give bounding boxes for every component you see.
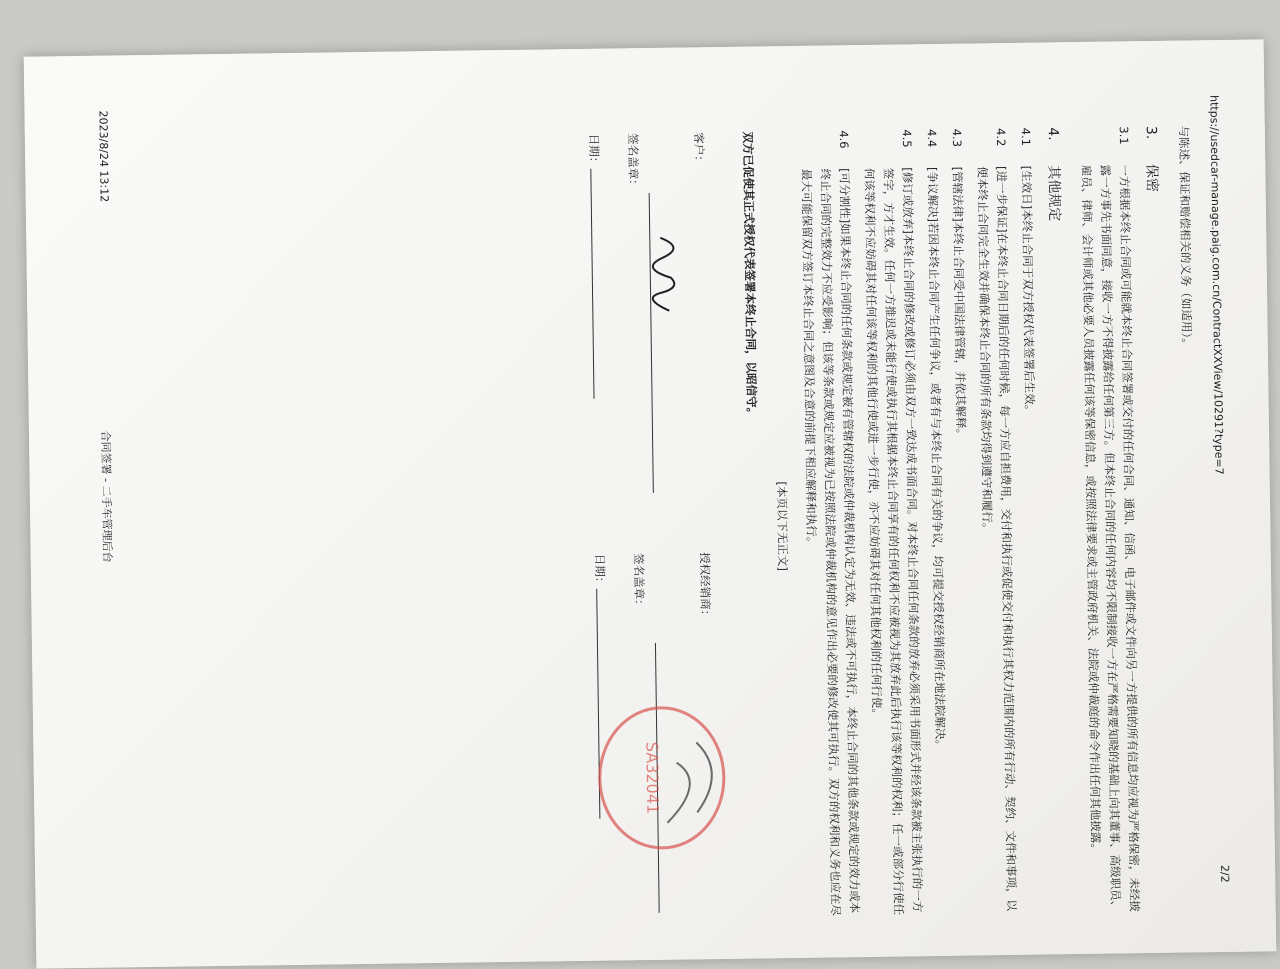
- customer-signature: [584, 132, 713, 494]
- rotated-page: [64, 85, 1256, 941]
- signature-block: [518, 132, 719, 925]
- customer-date: 日期：: [584, 134, 608, 494]
- print-page-number: 2/2: [1218, 864, 1232, 883]
- customer-label: 客户：: [691, 132, 707, 167]
- clause-4-3: 4.3 [管辖法律]本终止合同受中国法律管辖，并依其解释。: [949, 128, 969, 441]
- clause-4-5: 4.5 [修订或放弃]本终止合同的修改或修订必须由双方一致达成书面合同。对本终止合同任何条款的放弃必须采用书面形式并经该条款被主张执行的一方签字，方才生效。任何一方推迟或未能行使或执行其根据本终止合同享有的任何权利不应被视为其放弃此后执行该等权利的权利；任一或部分行使任何该等权利不应妨碍其对任何该等权利的其他行使或进一步行使，亦不应妨碍其对任何其他权利的任何行使。: [862, 129, 925, 916]
- end-marker: [本页以下无正文]: [774, 481, 790, 571]
- contract-body: [518, 125, 1204, 924]
- customer-sig-label: 签名盖章：: [625, 133, 641, 191]
- print-timestamp: 2023/8/24 13:12: [96, 110, 111, 203]
- print-url: https://usedcar-manage.paig.com.cn/ContractXXView/10291?type=7: [1207, 94, 1226, 475]
- clause-3-1: 3.1 一方根据本终止合同或可能就本终止合同签署或交付的任何合同、通知、信函、电子邮件或文件向另一方提供的所有信息均应视为严格保密，未经披露一方事先书面同意，接收一方不得披露给任何第三方。但本终止合同的任何内容均不限制接收一方在严格需要知晓的基础上向其董事、高级职员、雇员、律师、会计师或其他必要人员披露任何该等保密信息，或按照法律要求或主管政府机关、法院或仲裁庭的命令作出任何其他披露。: [1079, 126, 1142, 913]
- section-4-heading: 4.其他规定: [1044, 127, 1063, 222]
- dealer-sig-label: 签名盖章：: [631, 553, 647, 611]
- clause-4-2: 4.2 [进一步保证]在本终止合同日期后的任何时候，每一方应自担费用，交付和执行或促使交付和执行其权力范围内的所有行动、契约、文件和事项，以便本终止合同完全生效并确保本终止合同的所有条款均得到遵守和履行。: [975, 127, 1019, 912]
- dealer-label: 授权经销商：: [697, 552, 713, 622]
- company-seal-stamp: [586, 702, 738, 854]
- lead-in: 与陈述、保证和赔偿相关的义务（如适用）。: [1176, 125, 1194, 350]
- print-page-title: 合同签署 - 二手车管理后台: [98, 430, 114, 563]
- customer-handwritten-signature: [650, 232, 691, 313]
- stamp-code: SA32041: [642, 741, 663, 815]
- section-3-heading: 3.保密: [1142, 125, 1160, 193]
- document-paper: [24, 39, 1277, 968]
- dealer-date: 日期：: [590, 554, 614, 914]
- witness-clause: 双方已促使其正式授权代表签署本终止合同，以昭信守。: [740, 131, 759, 420]
- dealer-signature: [590, 552, 719, 914]
- clause-4-6: 4.6 [可分割性]如果本终止合同的任何条款或规定被有管辖权的法院或仲裁机构认定为无效、违法或不可执行，本终止合同的其他条款或规定的效力或本终止合同的完整效力不应受影响；但该等条款或规定应被视为已按照法院或仲裁机构的意见作出必要的修改使其可执行。双方的权利和义务也应在尽最大可能保留双方签订本终止合同之意图及合意的前提下相应解释和执行。: [799, 130, 862, 917]
- clause-4-4: 4.4 [争议解决]若因本终止合同产生任何争议，或者有与本终止合同有关的争议，均可提交授权经销商所在地法院解决。: [924, 128, 948, 752]
- clause-4-1: 4.1 [生效日]本终止合同于双方授权代表签署后生效。: [1018, 127, 1037, 417]
